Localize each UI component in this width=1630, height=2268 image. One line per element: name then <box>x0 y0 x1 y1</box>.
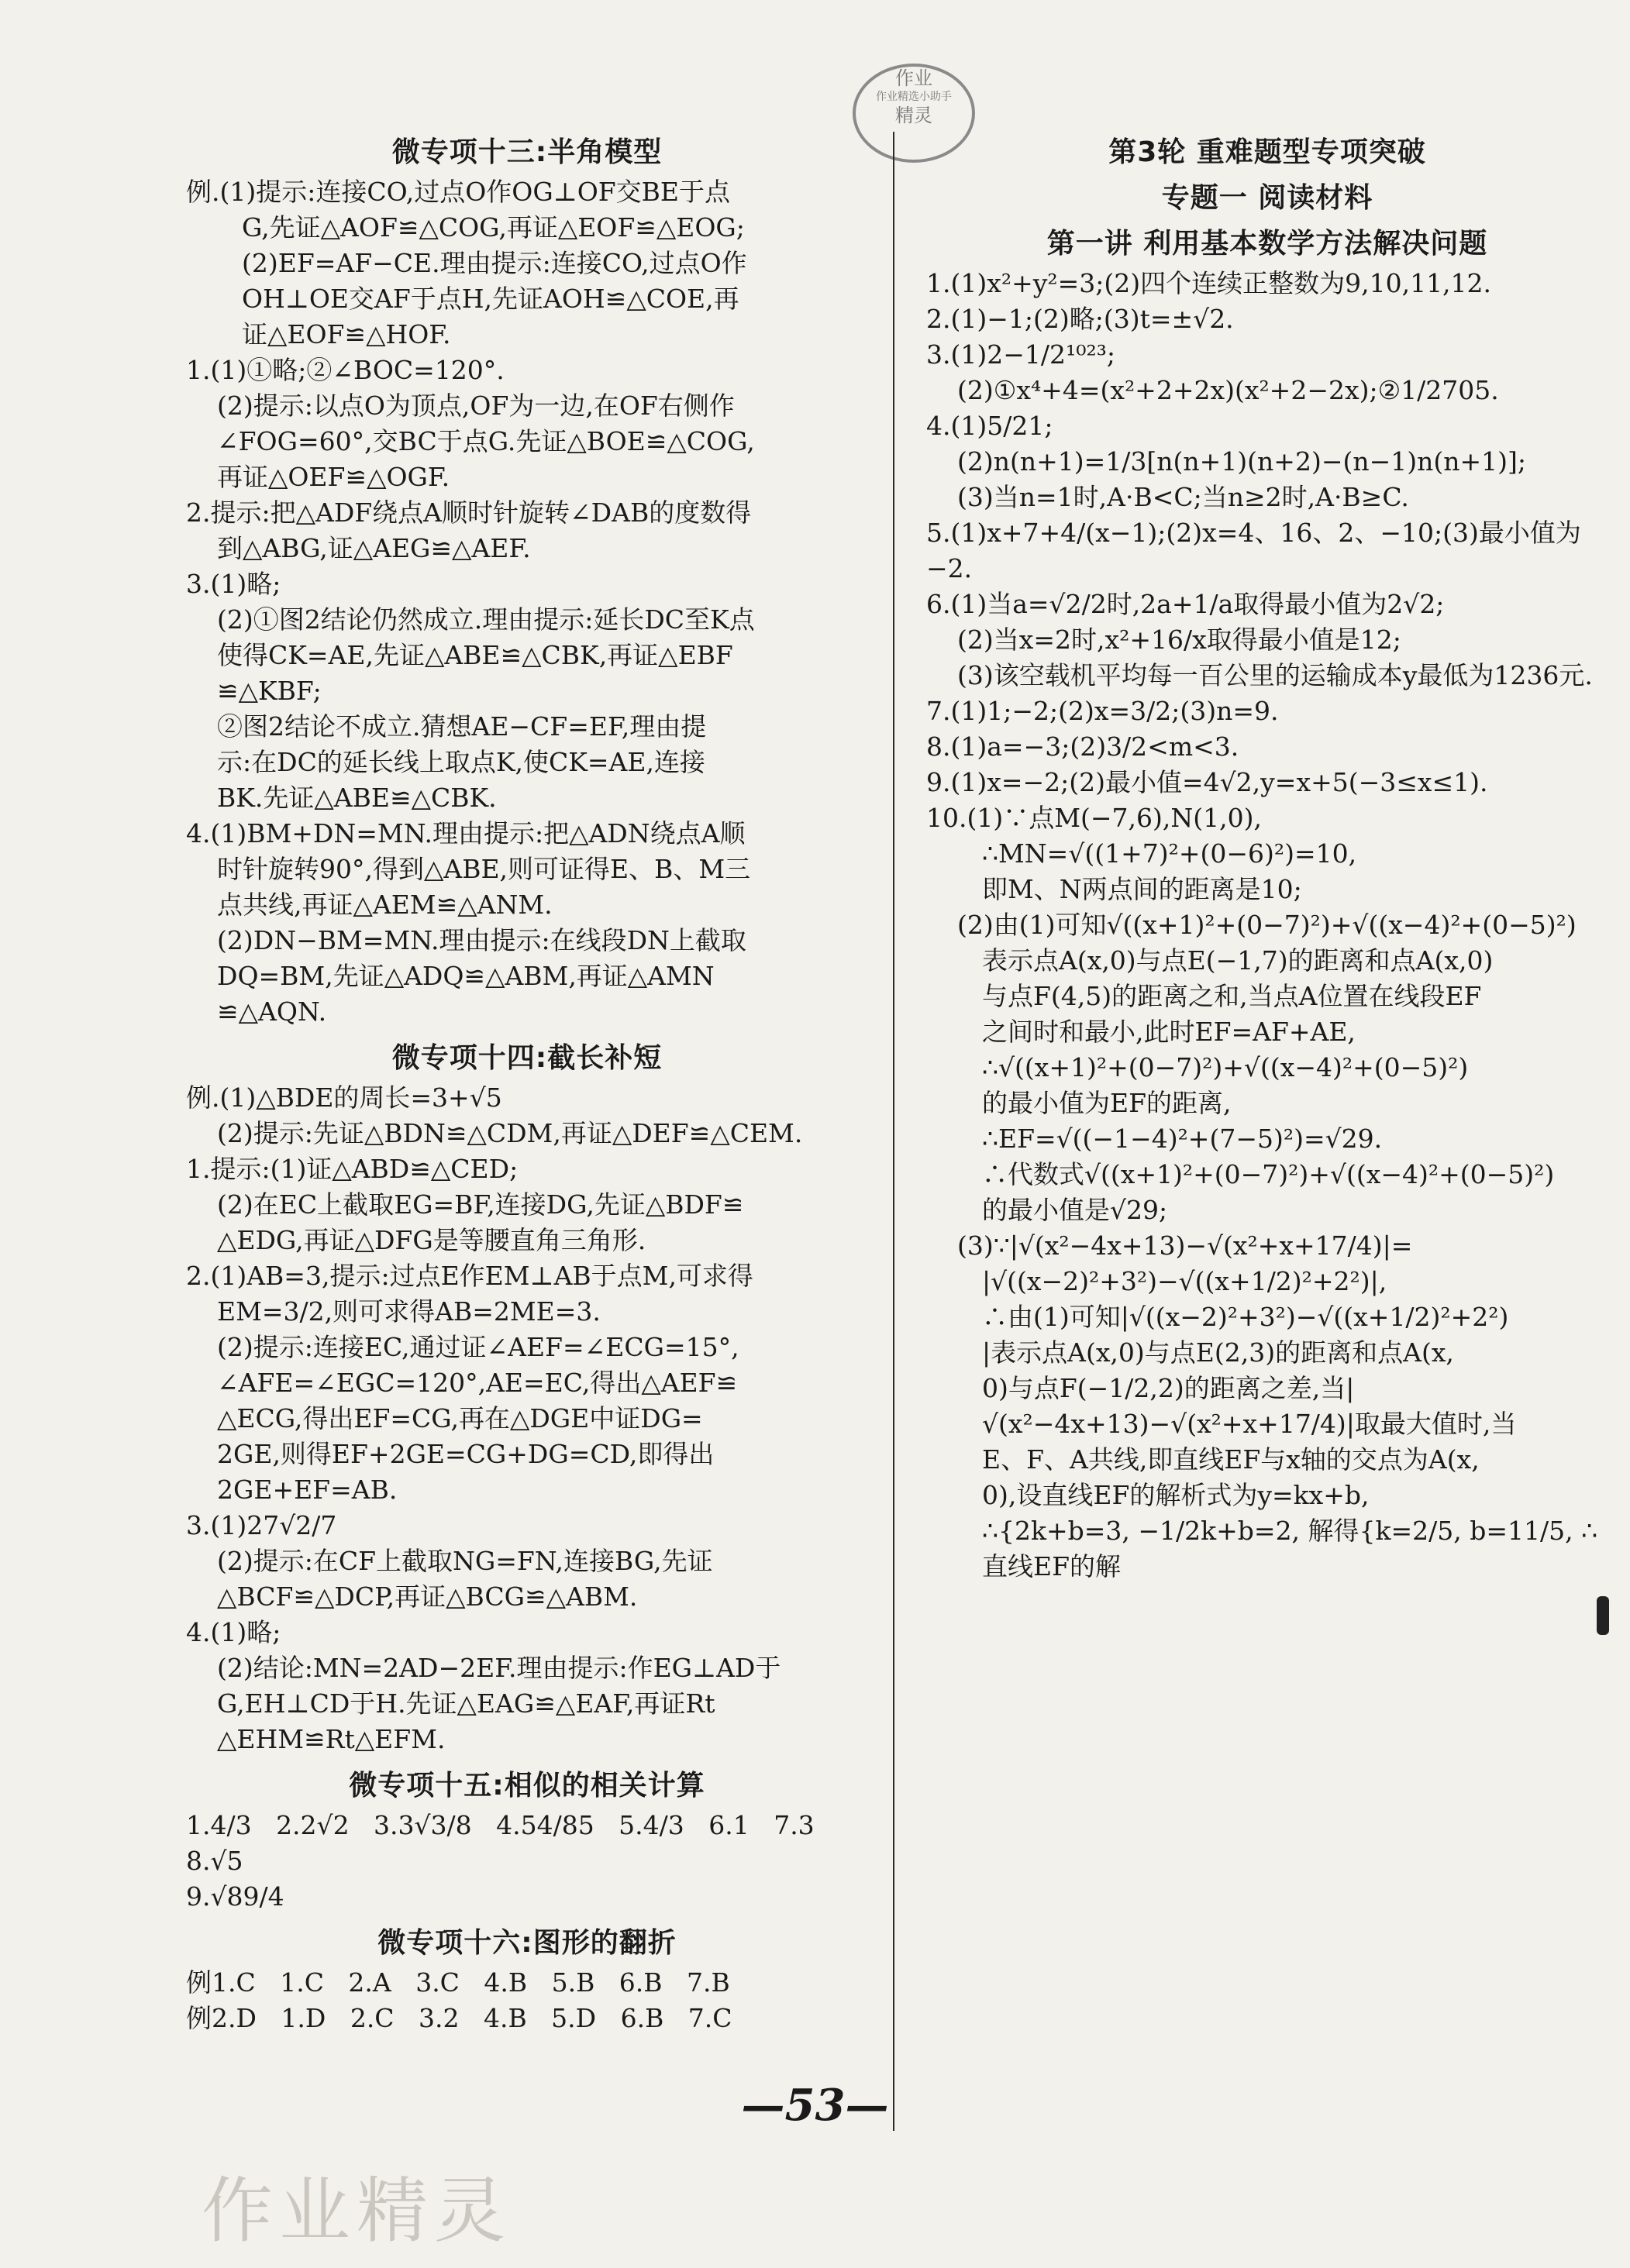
answer-line: 2.(1)AB=3,提示:过点E作EM⊥AB于点M,可求得 <box>186 1261 753 1291</box>
answer-line: △ECG,得出EF=CG,再在△DGE中证DG= <box>217 1403 703 1433</box>
answer-line: 例1.C 1.C 2.A 3.C 4.B 5.B 6.B 7.B <box>186 1967 730 1998</box>
section-title: 微专项十六:图形的翻折 <box>377 1927 677 1959</box>
answer-line: √(x²−4x+13)−√(x²+x+17/4)|取最大值时,当 <box>982 1409 1517 1439</box>
answer-line: |表示点A(x,0)与点E(2,3)的距离和点A(x, <box>982 1337 1454 1368</box>
answer-line: 与点F(4,5)的距离之和,当点A位置在线段EF <box>982 981 1482 1011</box>
answer-line: (2)①图2结论仍然成立.理由提示:延长DC至K点 <box>217 604 755 635</box>
answer-line: 再证△OEF≌△OGF. <box>217 462 450 492</box>
edge-mark <box>1597 1596 1609 1635</box>
answer-line: ∴√((x+1)²+(0−7)²)+√((x−4)²+(0−5)²) <box>982 1052 1469 1082</box>
answer-line: |√((x−2)²+3²)−√((x+1/2)²+2²)|, <box>982 1266 1387 1296</box>
answer-line: 到△ABG,证△AEG≌△AEF. <box>217 533 531 563</box>
answer-line: G,EH⊥CD于H.先证△EAG≌△EAF,再证Rt <box>217 1688 715 1719</box>
answer-line: 4.(1)BM+DN=MN.理由提示:把△ADN绕点A顺 <box>186 818 746 848</box>
answer-line: 3.(1)略; <box>186 569 281 599</box>
answer-line: 1.(1)①略;②∠BOC=120°. <box>186 355 505 385</box>
answer-line: ∴{2k+b=3, −1/2k+b=2, 解得{k=2/5, b=11/5, ∴直线EF的解 <box>982 1516 1598 1581</box>
answer-line: 证△EOF≌△HOF. <box>242 319 451 349</box>
answer-line: (3)当n=1时,A·B<C;当n≥2时,A·B≥C. <box>957 482 1409 512</box>
section-title: 微专项十五:相似的相关计算 <box>349 1770 705 1802</box>
section-title: 微专项十四:截长补短 <box>391 1042 663 1074</box>
watermark: 作业精灵 <box>202 2170 512 2253</box>
right-column <box>926 124 1608 1585</box>
answer-line: (2)提示:先证△BDN≌△CDM,再证△DEF≌△CEM. <box>217 1118 803 1148</box>
answer-line: ∴MN=√((1+7)²+(0−6)²)=10, <box>982 838 1357 869</box>
answer-line: 4.(1)略; <box>186 1617 281 1647</box>
answer-line: (2)当x=2时,x²+16/x取得最小值是12; <box>957 625 1401 655</box>
answer-line: 7.(1)1;−2;(2)x=3/2;(3)n=9. <box>926 696 1279 726</box>
answer-line: (2)提示:连接EC,通过证∠AEF=∠ECG=15°, <box>217 1332 739 1362</box>
answer-line: 示:在DC的延长线上取点K,使CK=AE,连接 <box>217 747 705 777</box>
answer-line: EM=3/2,则可求得AB=2ME=3. <box>217 1296 601 1327</box>
answer-line: 10.(1)∵点M(−7,6),N(1,0), <box>926 803 1262 833</box>
answer-line: OH⊥OE交AF于点H,先证AOH≌△COE,再 <box>242 284 739 314</box>
stamp-middle: 作业精选小助手 <box>876 91 952 103</box>
answer-line: △BCF≌△DCP,再证△BCG≌△ABM. <box>217 1581 638 1612</box>
answer-line: 时针旋转90°,得到△ABE,则可证得E、B、M三 <box>217 854 751 884</box>
answer-line: 9.√89/4 <box>186 1881 284 1912</box>
answer-line: 1.提示:(1)证△ABD≌△CED; <box>186 1154 519 1184</box>
answer-line: ∴EF=√((−1−4)²+(7−5)²)=√29. <box>982 1124 1383 1154</box>
left-column <box>186 124 868 2036</box>
answer-line: G,先证△AOF≌△COG,再证△EOF≌△EOG; <box>242 212 745 243</box>
answer-line: 3.(1)2−1/2¹⁰²³; <box>926 339 1116 370</box>
answer-line: △EHM≌Rt△EFM. <box>217 1724 446 1754</box>
answer-line: 例.(1)提示:连接CO,过点O作OG⊥OF交BE于点 <box>186 177 731 207</box>
answer-line: 6.(1)当a=√2/2时,2a+1/a取得最小值为2√2; <box>926 589 1445 619</box>
answer-line: ≌△AQN. <box>217 996 327 1027</box>
answer-line: 即M、N两点间的距离是10; <box>982 874 1302 904</box>
answer-line: ∴代数式√((x+1)²+(0−7)²)+√((x−4)²+(0−5)²) <box>982 1159 1555 1189</box>
answer-line: (3)∵|√(x²−4x+13)−√(x²+x+17/4)|= <box>957 1230 1413 1261</box>
answer-line: 的最小值是√29; <box>982 1195 1168 1225</box>
answer-line: 9.(1)x=−2;(2)最小值=4√2,y=x+5(−3≤x≤1). <box>926 767 1488 797</box>
answer-line: 例2.D 1.D 2.C 3.2 4.B 5.D 6.B 7.C <box>186 2003 732 2033</box>
answer-line: ∠AFE=∠EGC=120°,AE=EC,得出△AEF≌ <box>217 1368 738 1398</box>
page-number-footer <box>0 2080 1630 2131</box>
answer-line: ②图2结论不成立.猜想AE−CF=EF,理由提 <box>217 711 707 742</box>
answer-line: E、F、A共线,即直线EF与x轴的交点为A(x, <box>982 1444 1480 1475</box>
answer-line: (2)EF=AF−CE.理由提示:连接CO,过点O作 <box>242 248 747 278</box>
answer-line: 2.(1)−1;(2)略;(3)t=±√2. <box>926 304 1234 334</box>
answer-line: (2)由(1)可知√((x+1)²+(0−7)²)+√((x−4)²+(0−5)²) <box>957 910 1577 940</box>
answer-line: (2)DN−BM=MN.理由提示:在线段DN上截取 <box>217 925 746 955</box>
answer-line: ≌△KBF; <box>217 676 322 706</box>
section-title: 第3轮 重难题型专项突破 <box>1108 136 1426 168</box>
answer-line: 点共线,再证△AEM≌△ANM. <box>217 890 553 920</box>
answer-line: (2)n(n+1)=1/3[n(n+1)(n+2)−(n−1)n(n+1)]; <box>957 446 1527 477</box>
answer-line: 3.(1)27√2/7 <box>186 1510 337 1540</box>
answer-line: (2)提示:在CF上截取NG=FN,连接BG,先证 <box>217 1546 713 1576</box>
answer-line: 5.(1)x+7+4/(x−1);(2)x=4、16、2、−10;(3)最小值为−2. <box>926 518 1581 583</box>
answer-line: ∴由(1)可知|√((x−2)²+3²)−√((x+1/2)²+2²) <box>982 1302 1509 1332</box>
answer-line: 的最小值为EF的距离, <box>982 1088 1232 1118</box>
answer-line: 0),设直线EF的解析式为y=kx+b, <box>982 1480 1370 1510</box>
answer-line: △EDG,再证△DFG是等腰直角三角形. <box>217 1225 646 1255</box>
answer-line: 表示点A(x,0)与点E(−1,7)的距离和点A(x,0) <box>982 945 1494 976</box>
answer-line: 4.(1)5/21; <box>926 411 1053 441</box>
section-title: 第一讲 利用基本数学方法解决问题 <box>1046 228 1488 260</box>
answer-line: 8.(1)a=−3;(2)3/2<m<3. <box>926 731 1239 762</box>
answer-line: 使得CK=AE,先证△ABE≌△CBK,再证△EBF <box>217 640 733 670</box>
column-divider <box>893 132 894 2131</box>
answer-line: ∠FOG=60°,交BC于点G.先证△BOE≌△COG, <box>217 426 755 456</box>
answer-line: DQ=BM,先证△ADQ≌△ABM,再证△AMN <box>217 961 715 991</box>
stamp-bottom: 精灵 <box>895 105 932 126</box>
answer-line: (2)结论:MN=2AD−2EF.理由提示:作EG⊥AD于 <box>217 1653 781 1683</box>
answer-line: 0)与点F(−1/2,2)的距离之差,当| <box>982 1373 1355 1403</box>
section-title: 微专项十三:半角模型 <box>391 136 663 168</box>
answer-line: (3)该空载机平均每一百公里的运输成本y最低为1236元. <box>957 660 1593 690</box>
answer-line: 之间时和最小,此时EF=AF+AE, <box>982 1017 1356 1047</box>
answer-line: 例.(1)△BDE的周长=3+√5 <box>186 1082 502 1113</box>
answer-line: 1.4/3 2.2√2 3.3√3/8 4.54/85 5.4/3 6.1 7.3 8.√5 <box>186 1810 839 1876</box>
answer-line: 2GE,则得EF+2GE=CG+DG=CD,即得出 <box>217 1439 715 1469</box>
answer-line: 2GE+EF=AB. <box>217 1475 398 1505</box>
section-title: 专题一 阅读材料 <box>1161 182 1373 214</box>
answer-line: 1.(1)x²+y²=3;(2)四个连续正整数为9,10,11,12. <box>926 268 1492 298</box>
answer-line: BK.先证△ABE≌△CBK. <box>217 783 497 813</box>
answer-line: (2)在EC上截取EG=BF,连接DG,先证△BDF≌ <box>217 1189 744 1220</box>
page-number: —53— <box>741 2080 889 2131</box>
answer-line: (2)①x⁴+4=(x²+2+2x)(x²+2−2x);②1/2705. <box>957 375 1499 405</box>
answer-line: (2)提示:以点O为顶点,OF为一边,在OF右侧作 <box>217 391 735 421</box>
answer-line: 2.提示:把△ADF绕点A顺时针旋转∠DAB的度数得 <box>186 497 752 528</box>
stamp-top: 作业 <box>895 67 932 89</box>
